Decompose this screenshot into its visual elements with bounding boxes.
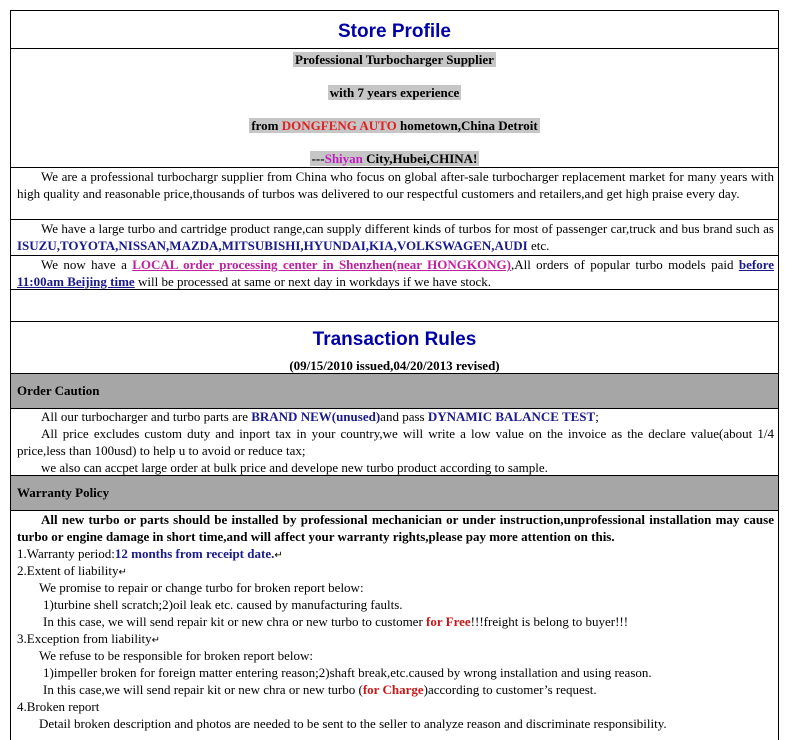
order-caution-line-2	[11, 425, 778, 459]
warranty-item-2-a: We promise to repair or change turbo for broken report below:	[39, 580, 364, 595]
subtitle-hometown	[11, 118, 778, 134]
warranty-item-2-b: 1)turbine shell scratch;2)oil leak etc. caused by manufacturing faults.	[43, 597, 403, 612]
profile-paragraph-2-pre: We have a large turbo and cartridge product range,can supply different kinds of turbos for most of passenger car,truck and bus brand such as	[41, 221, 774, 236]
subtitle-hometown-highlight	[249, 118, 539, 133]
subtitle-experience	[11, 85, 778, 101]
divider	[11, 289, 778, 290]
warranty-item-4: 4.Broken report	[17, 699, 100, 714]
store-profile-title: Store Profile	[338, 21, 451, 42]
order-caution-line-3	[11, 459, 778, 476]
profile-paragraph-3-pre: We now have a	[41, 257, 133, 272]
warranty-item-2-c-post: !!!freight is belong to buyer!!!	[470, 614, 629, 629]
subtitle-hometown-post: hometown,China Detroit	[396, 118, 538, 133]
profile-paragraph-3	[11, 256, 778, 290]
warranty-item-1-pre: 1.Warranty period:	[17, 546, 115, 561]
local-center-text: LOCAL order processing center in Shenzhen(near HONGKONG)	[132, 257, 511, 272]
subtitle-city	[11, 151, 778, 167]
order-caution-header: Order Caution	[11, 373, 778, 409]
divider	[11, 321, 778, 322]
divider	[11, 48, 778, 49]
warranty-policy-header: Warranty Policy	[11, 475, 778, 511]
subtitle-supplier	[11, 52, 778, 68]
profile-paragraph-2	[11, 220, 778, 254]
document-sheet	[10, 10, 779, 740]
profile-paragraph-1-text: We are a professional turbochargr supplier from China who focus on global after-sale turbocharger replacement market for many years with high quality and reasonable price,thousands of turbos was delivered to our respectful customers and retailers,and get high praise every day.	[17, 169, 774, 201]
order-caution-line-1-mid: and pass	[380, 409, 428, 424]
profile-paragraph-3-post: will be processed at same or next day in workdays if we have stock.	[134, 274, 492, 289]
warranty-item-3-a: We refuse to be responsible for broken report below:	[39, 648, 314, 663]
warranty-item-4-a: Detail broken description and photos are needed to be sent to the seller to analyze reason and discriminate responsibility.	[39, 716, 667, 731]
order-caution-line-3-text: we also can accpet large order at bulk price and develope new turbo product according to sample.	[41, 460, 548, 475]
warranty-period-text: 12 months from receipt date.	[114, 546, 275, 561]
warranty-item-3-c-pre: In this case,we will send repair kit or new chra or new turbo (	[43, 682, 363, 697]
return-mark-icon: ↵	[151, 635, 161, 646]
subtitle-experience-text: with 7 years experience	[329, 85, 460, 100]
subtitle-city-highlight	[310, 151, 480, 166]
order-caution-line-2-text: All price excludes custom duty and inport tax in your country,we will write a low value on the invoice as the declare value(about 1/4 price,less than 100usd) to help u to avoid or reduce tax;	[17, 426, 774, 458]
warranty-item-2-text: 2.Extent of liability	[17, 563, 119, 578]
dongfeng-auto-text: DONGFENG AUTO	[281, 118, 397, 133]
return-mark-icon: ↵	[118, 567, 127, 578]
warranty-item-3-text: 3.Exception from liability	[17, 631, 152, 646]
for-free-text: for Free	[426, 614, 471, 629]
dynamic-balance-text: DYNAMIC BALANCE TEST	[427, 409, 596, 424]
order-caution-line-1-post: ;	[595, 409, 599, 424]
profile-paragraph-2-post: etc.	[527, 238, 550, 253]
order-caution-line-1	[11, 408, 778, 425]
profile-paragraph-3-mid: ,All orders of popular turbo models paid	[510, 257, 739, 272]
warranty-item-2-c-pre: In this case, we will send repair kit or new chra or new turbo to customer	[43, 614, 427, 629]
transaction-rules-date: (09/15/2010 issued,04/20/2013 revised)	[289, 358, 500, 373]
warranty-item-2-c	[11, 613, 778, 630]
profile-paragraph-1	[11, 168, 778, 202]
for-charge-text: for Charge	[362, 682, 424, 697]
subtitle-city-pre: ---	[311, 151, 325, 166]
warranty-item-3-c	[11, 681, 778, 698]
brand-new-text: BRAND NEW(unused)	[251, 409, 381, 424]
subtitle-city-post: City,Hubei,CHINA!	[362, 151, 478, 166]
shiyan-text: Shiyan	[324, 151, 363, 166]
warranty-intro	[11, 511, 778, 545]
order-caution-line-1-pre: All our turbocharger and turbo parts are	[41, 409, 252, 424]
transaction-rules-title: Transaction Rules	[312, 329, 477, 350]
brand-list: ISUZU,TOYOTA,NISSAN,MAZDA,MITSUBISHI,HYUNDAI,KIA,VOLKSWAGEN,AUDI	[17, 238, 528, 253]
subtitle-supplier-text: Professional Turbocharger Supplier	[295, 52, 494, 67]
warranty-item-3-b: 1)impeller broken for foreign matter entering reason;2)shaft break,etc.caused by wrong installation and using reason.	[43, 665, 652, 680]
return-mark-icon: ↵	[274, 550, 283, 561]
subtitle-hometown-pre: from	[251, 118, 282, 133]
cutoff-time-text: before 11:00am Beijing time	[17, 257, 774, 289]
warranty-intro-text: All new turbo or parts should be installed by professional mechanician or under instruction,unprofessional installation may cause turbo or engine damage in short time,and will affect your warranty rights,please pay more attention on this.	[17, 512, 774, 544]
warranty-item-3-c-post: )according to customer’s request.	[423, 682, 597, 697]
